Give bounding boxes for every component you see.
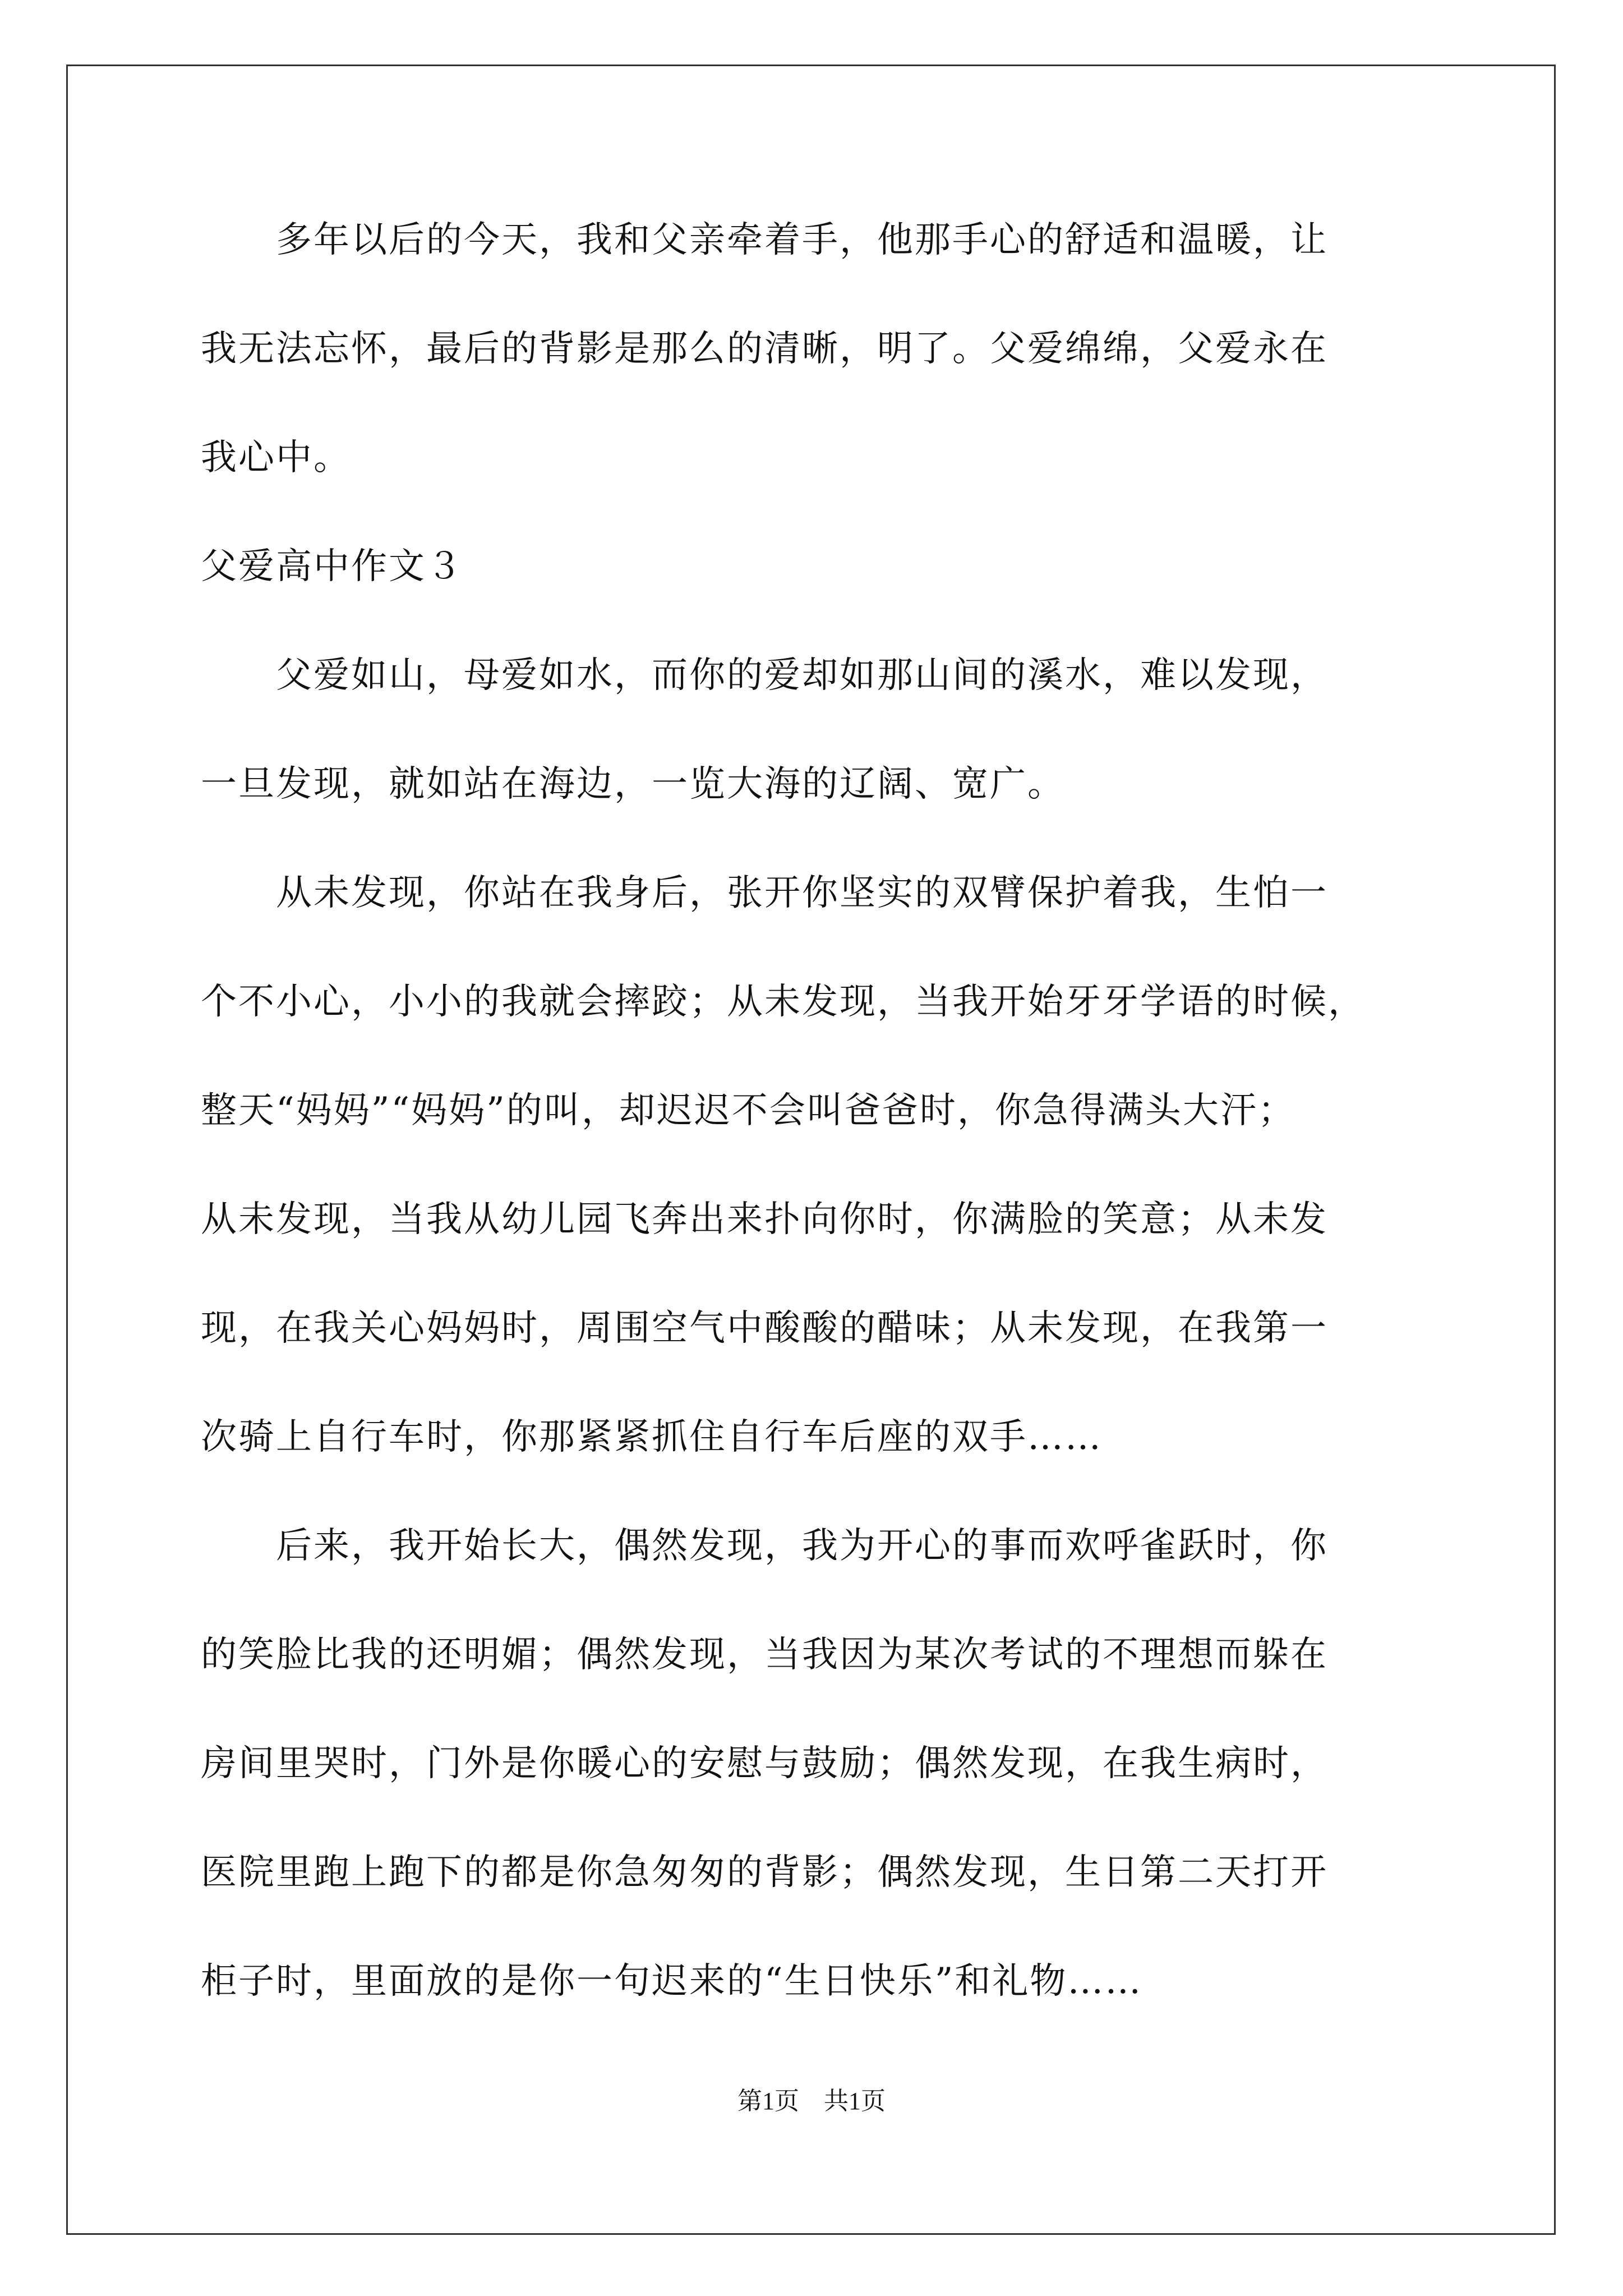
text-line: 我心中。 [201,437,351,478]
text-line: 从未发现，当我从幼儿园飞奔出来扑向你时，你满脸的笑意；从未发 [201,1199,1328,1240]
text-line: 房间里哭时，门外是你暖心的安慰与鼓励；偶然发现，在我生病时， [201,1743,1328,1784]
text-line: 我无法忘怀，最后的背影是那么的清晰，明了。父爱绵绵，父爱永在 [201,328,1328,370]
page-number: 第1页 [737,2087,799,2115]
text-line: 的笑脸比我的还明媚；偶然发现，当我因为某次考试的不理想而躲在 [201,1634,1328,1676]
text-line: 柜子时，里面放的是你一句迟来的“生日快乐”和礼物…… [201,1961,1143,2002]
section-heading: 父爱高中作文３ [201,546,464,587]
text-line: 医院里跑上跑下的都是你急匆匆的背影；偶然发现，生日第二天打开 [201,1852,1328,1893]
text-line: 父爱如山，母爱如水，而你的爱却如那山间的溪水，难以发现， [201,655,1328,696]
text-line: 次骑上自行车时，你那紧紧抓住自行车后座的双手…… [201,1416,1103,1458]
text-line: 个不小心，小小的我就会摔跤；从未发现，当我开始牙牙学语的时候， [201,981,1366,1023]
text-line: 从未发现，你站在我身后，张开你坚实的双臂保护着我，生怕一 [201,872,1328,914]
text-line: 多年以后的今天，我和父亲牵着手，他那手心的舒适和温暖，让 [201,219,1328,261]
text-line: 现，在我关心妈妈时，周围空气中酸酸的醋味；从未发现，在我第一 [201,1308,1328,1349]
page-total: 共1页 [824,2087,886,2115]
text-line: 整天“妈妈”“妈妈”的叫，却迟迟不会叫爸爸时，你急得满头大汗； [201,1090,1295,1131]
page-footer [0,2087,1623,2115]
document-body [201,219,1429,2002]
text-line: 后来，我开始长大，偶然发现，我为开心的事而欢呼雀跃时，你 [201,1525,1328,1567]
text-line: 一旦发现，就如站在海边，一览大海的辽阔、宽广。 [201,763,1065,805]
